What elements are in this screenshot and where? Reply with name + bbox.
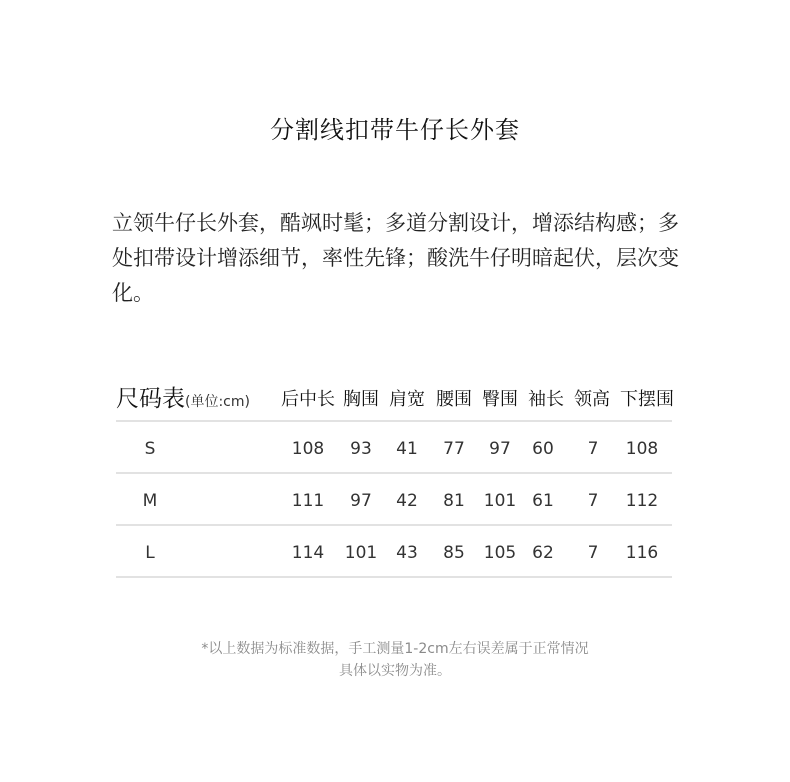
table-cell: 97 [489,439,511,459]
size-table-title [116,380,250,413]
table-cell: 85 [443,543,465,563]
table-cell: 7 [587,491,599,511]
size-label: M [142,491,158,511]
table-cell: 105 [483,543,517,563]
column-header-back-length: 后中长 [281,389,335,410]
table-cell: 62 [532,543,554,563]
table-cell: 77 [443,439,465,459]
table-row-m [116,472,672,524]
column-header-hip: 臀围 [482,389,518,410]
size-table-title-text: 尺码表 [116,386,185,412]
size-table-unit: (单位:cm) [185,394,250,410]
table-cell: 111 [291,491,325,511]
table-cell: 101 [483,491,517,511]
table-cell: 108 [625,439,659,459]
size-table [116,420,672,578]
column-header-waist: 腰围 [436,389,472,410]
column-header-hem: 下摆围 [620,389,674,410]
table-cell: 114 [291,543,325,563]
table-cell: 42 [396,491,418,511]
measurement-note [0,638,790,682]
product-description: 立领牛仔长外套，酷飒时髦；多道分割设计，增添结构感；多处扣带设计增添细节，率性先锋；酸洗牛仔明暗起伏，层次变化。 [112,211,679,305]
table-cell: 81 [443,491,465,511]
table-cell: 7 [587,543,599,563]
table-cell: 41 [396,439,418,459]
table-cell: 112 [625,491,659,511]
size-label: S [144,439,156,459]
table-cell: 61 [532,491,554,511]
measurement-note-line2: 具体以实物为准。 [339,663,451,679]
column-header-shoulder: 肩宽 [389,389,425,410]
table-cell: 60 [532,439,554,459]
table-cell: 116 [625,543,659,563]
table-cell: 7 [587,439,599,459]
table-cell: 43 [396,543,418,563]
measurement-note-line1: *以上数据为标准数据，手工测量1-2cm左右误差属于正常情况 [201,641,589,657]
table-cell: 101 [344,543,378,563]
table-cell: 97 [350,491,372,511]
table-cell: 108 [291,439,325,459]
size-label: L [145,543,155,563]
column-header-chest: 胸围 [343,389,379,410]
table-cell: 93 [350,439,372,459]
table-row-l [116,524,672,578]
column-header-collar: 领高 [574,389,610,410]
table-row-s [116,420,672,472]
size-table-header [116,380,676,416]
product-title: 分割线扣带牛仔长外套 [270,116,520,144]
column-header-sleeve: 袖长 [528,389,564,410]
